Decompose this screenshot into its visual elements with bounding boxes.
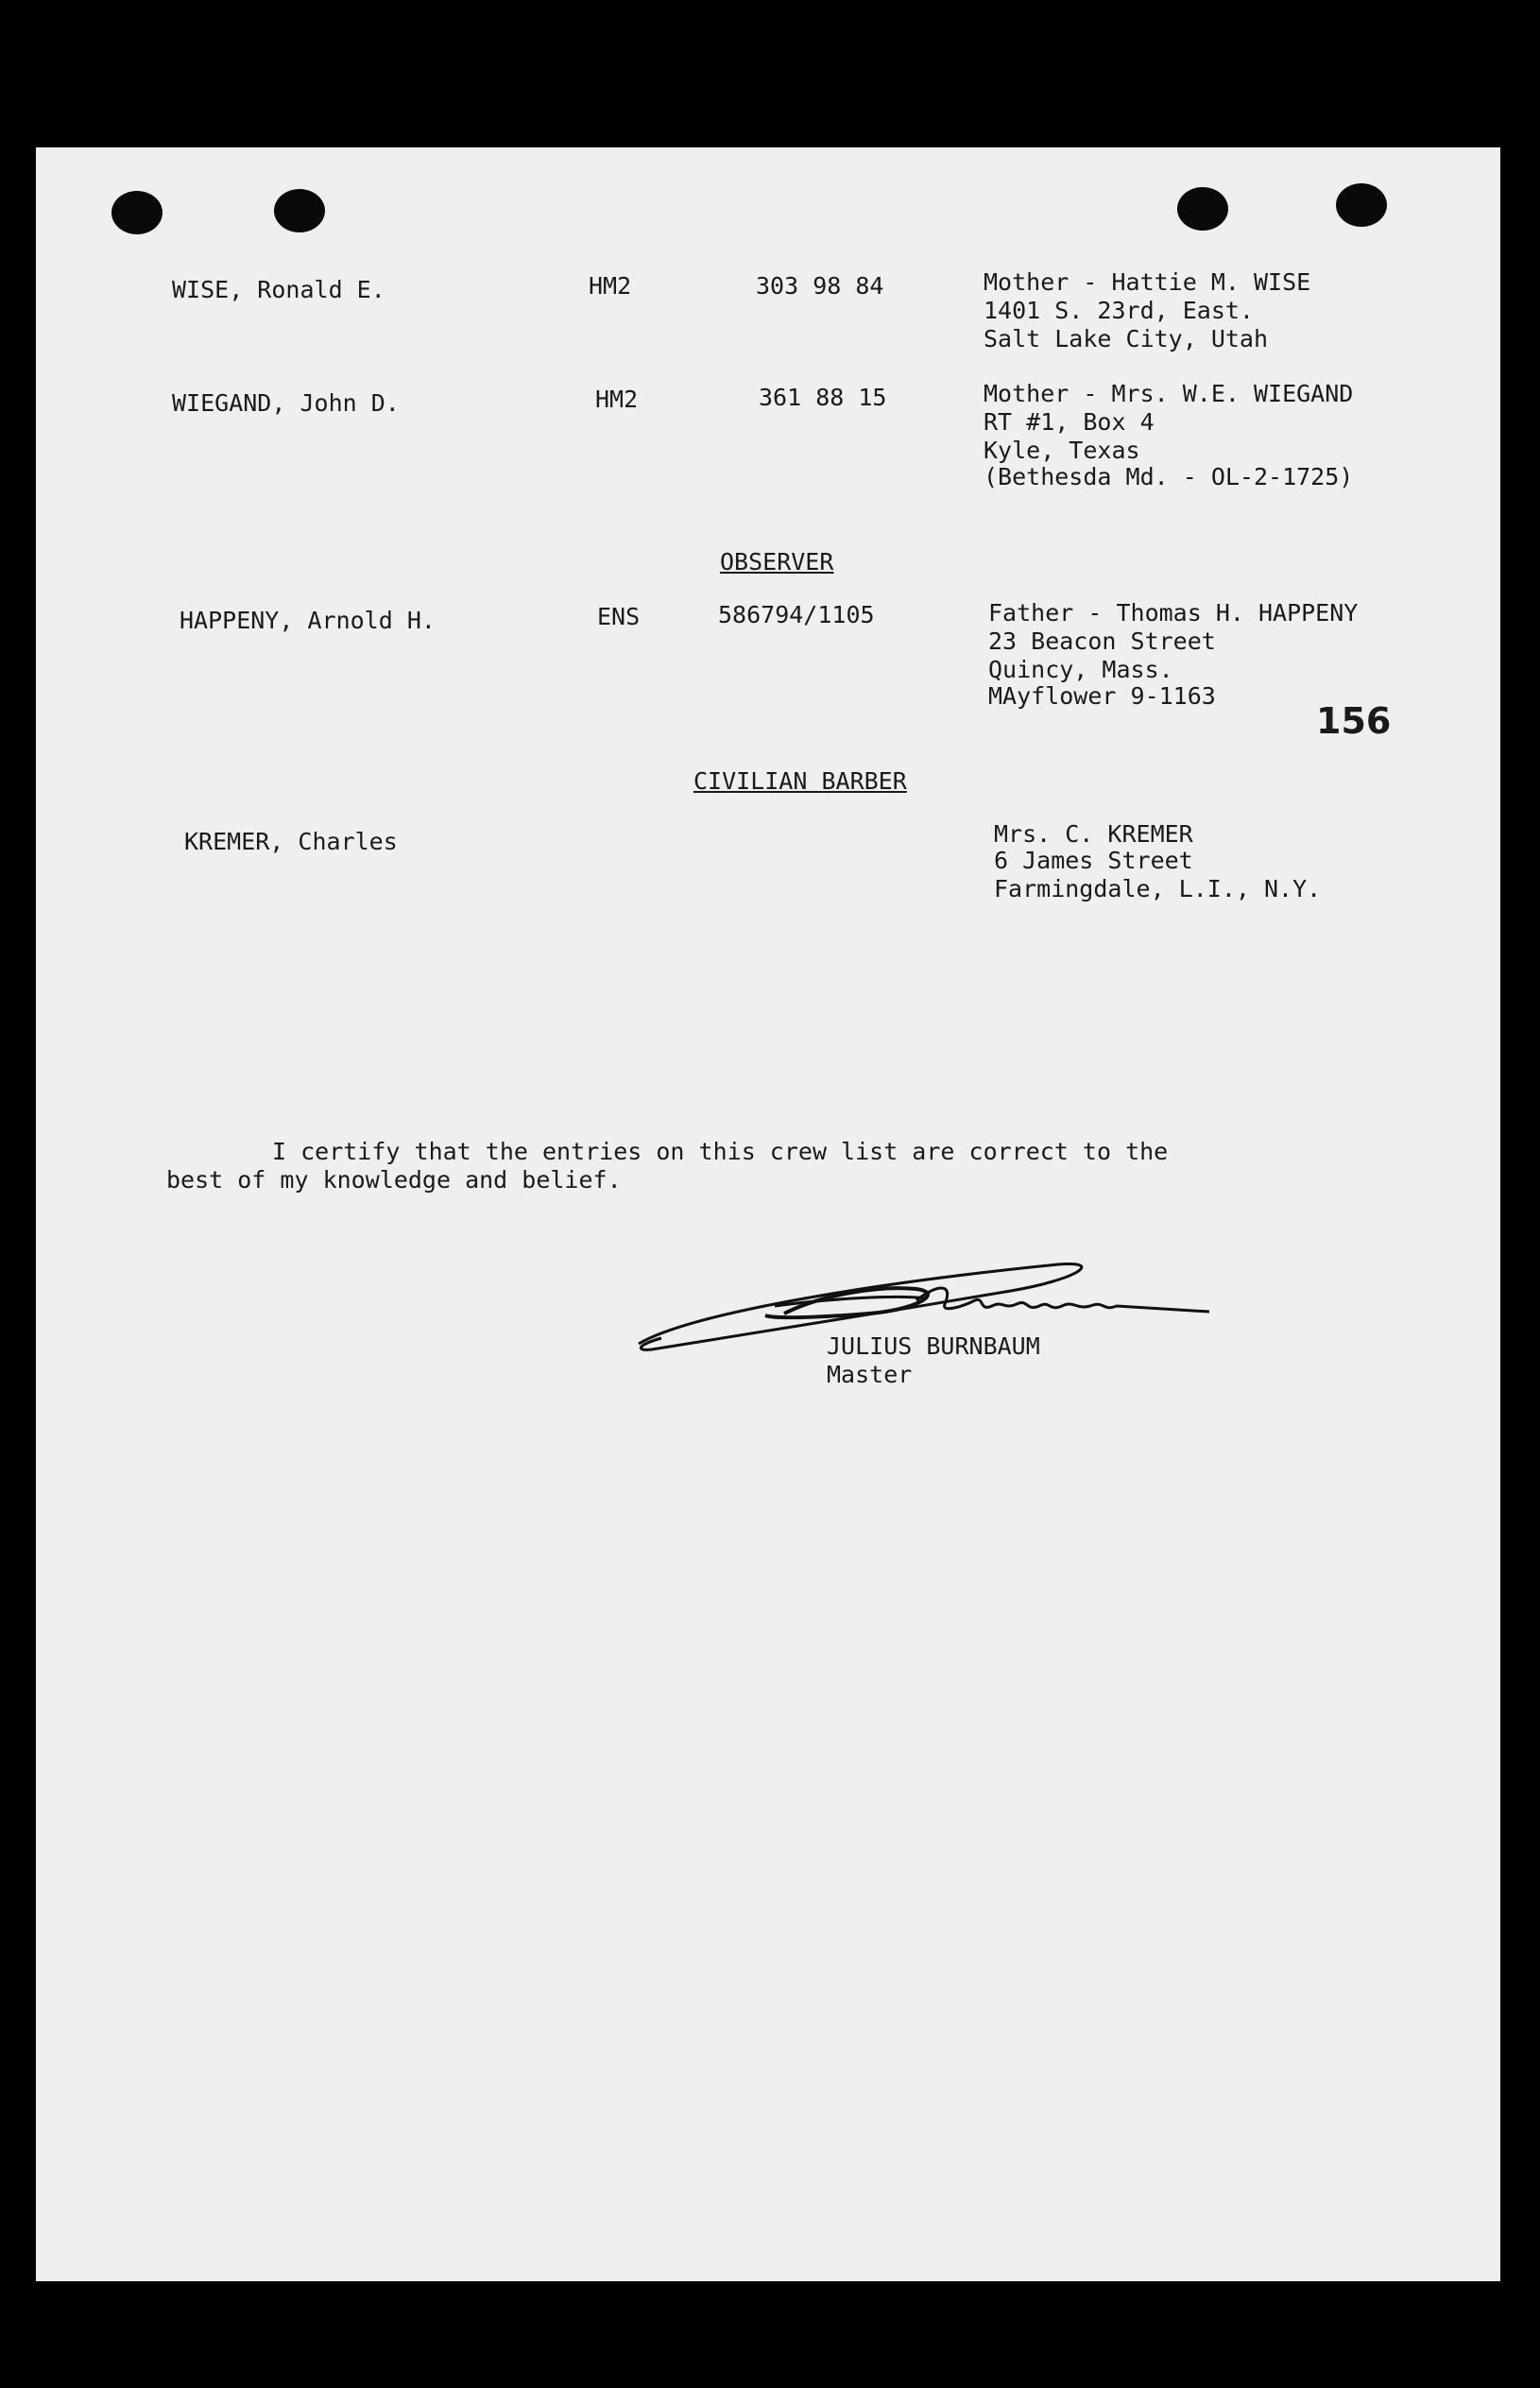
next-of-kin-line: 6 James Street bbox=[994, 847, 1193, 874]
punch-hole bbox=[1177, 187, 1228, 231]
crew-name: WIEGAND, John D. bbox=[172, 389, 400, 417]
signatory-title: Master bbox=[827, 1361, 913, 1388]
punch-hole bbox=[274, 189, 325, 232]
observer-rating: ENS bbox=[597, 603, 641, 630]
next-of-kin-line: 23 Beacon Street bbox=[988, 627, 1216, 655]
crew-name: WISE, Ronald E. bbox=[172, 276, 385, 303]
next-of-kin-line: Mother - Hattie M. WISE bbox=[984, 268, 1311, 296]
section-heading-observer: OBSERVER bbox=[720, 548, 834, 576]
civilian-name: KREMER, Charles bbox=[184, 828, 398, 855]
certification-line: I certify that the entries on this crew list are correct to the bbox=[272, 1138, 1169, 1165]
crew-rating: HM2 bbox=[589, 272, 632, 300]
certification-line: best of my knowledge and belief. bbox=[166, 1166, 622, 1194]
signatory-name: JULIUS BURNBAUM bbox=[827, 1332, 1040, 1360]
punch-hole bbox=[111, 191, 163, 234]
next-of-kin-line: Salt Lake City, Utah bbox=[984, 325, 1269, 352]
page-number: 156 bbox=[1316, 700, 1392, 742]
crew-rating: HM2 bbox=[595, 386, 639, 413]
next-of-kin-line: Mother - Mrs. W.E. WIEGAND bbox=[984, 380, 1354, 407]
next-of-kin-line: Quincy, Mass. bbox=[988, 656, 1173, 683]
next-of-kin-line: RT #1, Box 4 bbox=[984, 408, 1155, 436]
next-of-kin-line: Farmingdale, L.I., N.Y. bbox=[994, 875, 1322, 902]
next-of-kin-line: MAyflower 9-1163 bbox=[988, 682, 1216, 710]
next-of-kin-line: (Bethesda Md. - OL-2-1725) bbox=[984, 463, 1354, 490]
observer-service-number: 586794/1105 bbox=[718, 601, 875, 628]
next-of-kin-line: Father - Thomas H. HAPPENY bbox=[988, 599, 1359, 627]
section-heading-civilian-barber: CIVILIAN BARBER bbox=[693, 767, 907, 795]
next-of-kin-line: Kyle, Texas bbox=[984, 437, 1140, 464]
crew-service-number: 361 88 15 bbox=[759, 384, 887, 411]
crew-service-number: 303 98 84 bbox=[756, 272, 884, 300]
observer-name: HAPPENY, Arnold H. bbox=[180, 607, 436, 634]
next-of-kin-line: Mrs. C. KREMER bbox=[994, 820, 1193, 848]
punch-hole bbox=[1336, 183, 1387, 227]
next-of-kin-line: 1401 S. 23rd, East. bbox=[984, 297, 1254, 324]
